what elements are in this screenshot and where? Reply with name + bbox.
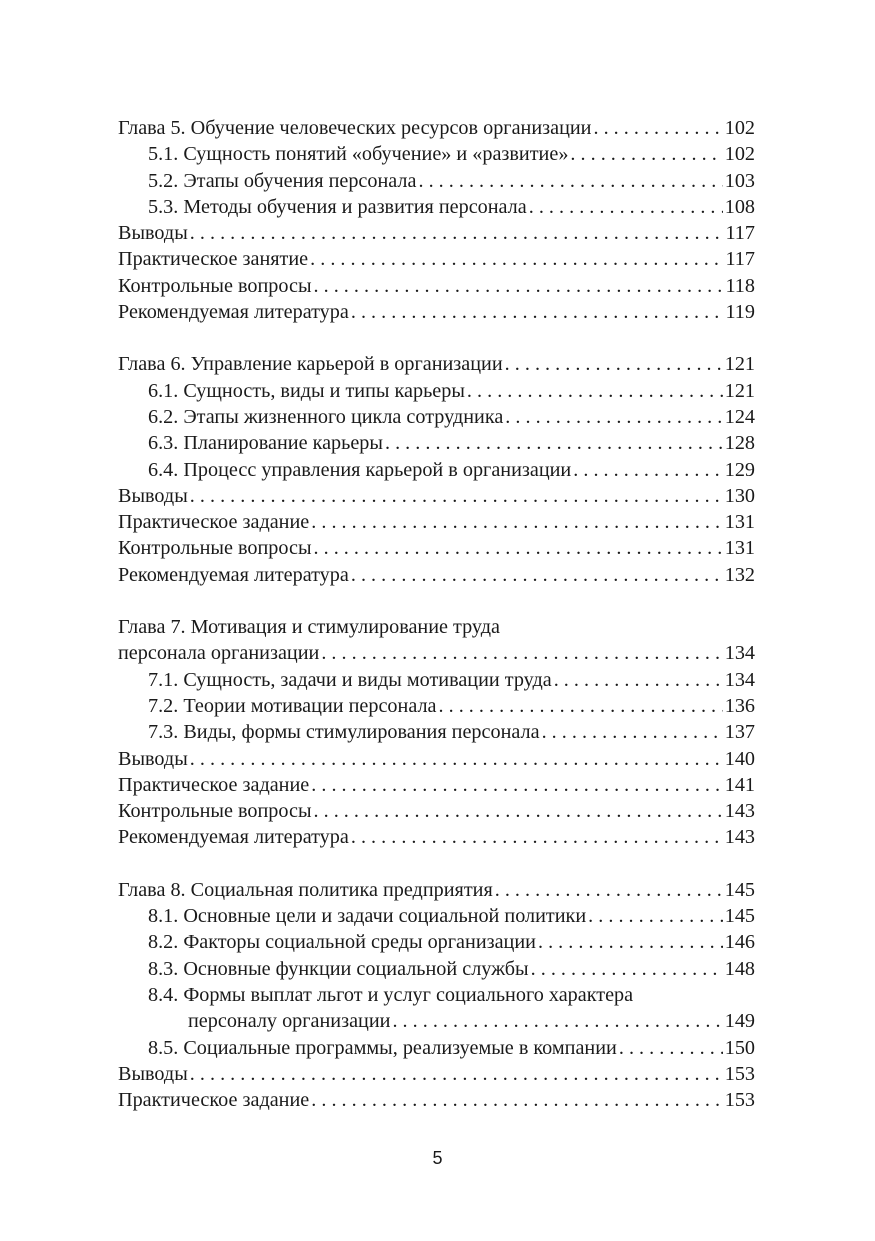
toc-entry-7-1	[118, 667, 755, 693]
toc-entry-page: 143	[724, 800, 755, 823]
dot-leader	[351, 824, 723, 850]
dot-leader	[311, 772, 722, 798]
toc-entry-title: Глава 8. Социальная политика предприятия	[118, 878, 493, 901]
toc-entry-page: 153	[724, 1062, 755, 1085]
toc-entry-8-4	[118, 1008, 755, 1034]
toc-entry-title: Глава 6. Управление карьерой в организации	[118, 353, 503, 376]
toc-entry-page: 131	[724, 511, 755, 534]
toc-entry-title: Рекомендуемая литература	[118, 826, 349, 849]
toc-entry-6-4	[118, 457, 755, 483]
dot-leader	[554, 667, 723, 693]
dot-leader	[310, 246, 723, 272]
chapter-5-section	[118, 115, 755, 325]
dot-leader	[314, 273, 724, 299]
toc-entry-title: 8.1. Основные цели и задачи социальной политики	[148, 905, 587, 928]
toc-entry-title: 6.2. Этапы жизненного цикла сотрудника	[148, 405, 504, 428]
toc-entry-title: Практическое занятие	[118, 248, 309, 271]
dot-leader	[495, 877, 723, 903]
toc-entry-8-1	[118, 903, 755, 929]
dot-leader	[505, 404, 722, 430]
toc-entry-control-questions	[118, 798, 755, 824]
toc-entry-title: Глава 7. Мотивация и стимулирование труда	[118, 616, 500, 639]
dot-leader	[351, 562, 723, 588]
toc-entry-literature	[118, 299, 755, 325]
dot-leader	[570, 141, 722, 167]
toc-entry-title: 5.3. Методы обучения и развития персонала	[148, 195, 527, 218]
toc-entry-title: 6.3. Планирование карьеры	[148, 432, 383, 455]
toc-entry-6-3	[118, 430, 755, 456]
toc-entry-page: 132	[724, 563, 755, 586]
toc-entry-page: 103	[724, 169, 755, 192]
chapter-6-section	[118, 351, 755, 588]
dot-leader	[418, 168, 722, 194]
toc-entry-conclusions	[118, 220, 755, 246]
dot-leader	[190, 483, 723, 509]
toc-entry-title: 5.2. Этапы обучения персонала	[148, 169, 417, 192]
toc-entry-page: 128	[724, 432, 755, 455]
toc-entry-page: 145	[724, 905, 755, 928]
toc-entry-page: 131	[724, 537, 755, 560]
toc-entry-control-questions	[118, 535, 755, 561]
toc-entry-page: 119	[725, 301, 755, 324]
toc-entry-page: 143	[724, 826, 755, 849]
toc-entry-page: 102	[724, 143, 755, 166]
toc-entry-page: 136	[724, 694, 755, 717]
dot-leader	[311, 1087, 722, 1113]
dot-leader	[467, 378, 723, 404]
toc-entry-5-3	[118, 194, 755, 220]
toc-entry-chapter-7-line1	[118, 614, 755, 640]
toc-entry-title: Выводы	[118, 747, 188, 770]
toc-entry-title: персоналу организации	[188, 1010, 391, 1033]
toc-entry-page: 130	[724, 484, 755, 507]
toc-entry-page: 137	[724, 721, 755, 744]
dot-leader	[190, 746, 723, 772]
toc-entry-page: 102	[724, 117, 755, 139]
toc-entry-page: 146	[724, 931, 755, 954]
table-of-contents	[118, 115, 755, 1139]
toc-entry-title: 7.1. Сущность, задачи и виды мотивации труда	[148, 668, 552, 691]
dot-leader	[538, 929, 723, 955]
toc-entry-page: 129	[724, 458, 755, 481]
toc-entry-6-1	[118, 378, 755, 404]
toc-entry-5-2	[118, 168, 755, 194]
toc-entry-page: 140	[724, 747, 755, 770]
toc-entry-title: персонала организации	[118, 642, 320, 665]
toc-entry-8-2	[118, 929, 755, 955]
toc-entry-page: 153	[724, 1089, 755, 1112]
toc-entry-title: Практическое задание	[118, 773, 310, 796]
toc-entry-conclusions	[118, 1061, 755, 1087]
toc-entry-chapter-8	[118, 877, 755, 903]
toc-entry-8-5	[118, 1035, 755, 1061]
toc-entry-page: 117	[725, 248, 755, 271]
toc-entry-page: 108	[724, 195, 755, 218]
toc-entry-title: Выводы	[118, 222, 188, 245]
toc-entry-page: 134	[724, 668, 755, 691]
toc-entry-title: Глава 5. Обучение человеческих ресурсов организации	[118, 117, 592, 139]
toc-entry-title: 6.4. Процесс управления карьерой в организации	[148, 458, 572, 481]
dot-leader	[321, 640, 722, 666]
toc-entry-literature	[118, 562, 755, 588]
toc-entry-page: 124	[724, 405, 755, 428]
toc-entry-chapter-7	[118, 640, 755, 666]
dot-leader	[190, 1061, 723, 1087]
chapter-7-section	[118, 614, 755, 851]
toc-entry-chapter-6	[118, 351, 755, 377]
toc-entry-title: 7.3. Виды, формы стимулирования персонала	[148, 721, 540, 744]
toc-entry-title: Контрольные вопросы	[118, 537, 312, 560]
toc-entry-title: Контрольные вопросы	[118, 274, 312, 297]
toc-entry-page: 145	[724, 878, 755, 901]
toc-entry-conclusions	[118, 746, 755, 772]
toc-entry-title: Практическое задание	[118, 511, 310, 534]
toc-entry-8-3	[118, 956, 755, 982]
dot-leader	[311, 509, 722, 535]
toc-entry-title: 5.1. Сущность понятий «обучение» и «развитие»	[148, 143, 569, 166]
dot-leader	[190, 220, 724, 246]
dot-leader	[542, 719, 723, 745]
toc-entry-title: Контрольные вопросы	[118, 800, 312, 823]
toc-entry-title: Выводы	[118, 484, 188, 507]
toc-entry-title: 8.4. Формы выплат льгот и услуг социального характера	[148, 983, 634, 1006]
toc-entry-chapter-5	[118, 115, 755, 141]
dot-leader	[619, 1035, 723, 1061]
toc-entry-practice	[118, 772, 755, 798]
toc-entry-practice	[118, 246, 755, 272]
dot-leader	[588, 903, 723, 929]
dot-leader	[351, 299, 724, 325]
toc-entry-control-questions	[118, 273, 755, 299]
toc-entry-page: 149	[724, 1010, 755, 1033]
toc-entry-page: 121	[724, 353, 755, 376]
dot-leader	[314, 798, 723, 824]
toc-entry-page: 117	[725, 222, 755, 245]
page-number: 5	[432, 1148, 443, 1168]
dot-leader	[593, 115, 722, 141]
toc-entry-5-1	[118, 141, 755, 167]
dot-leader	[531, 956, 723, 982]
toc-entry-page: 150	[724, 1036, 755, 1059]
chapter-8-section	[118, 877, 755, 1114]
toc-entry-6-2	[118, 404, 755, 430]
toc-entry-practice	[118, 1087, 755, 1113]
toc-entry-conclusions	[118, 483, 755, 509]
toc-entry-page: 148	[724, 957, 755, 980]
dot-leader	[385, 430, 723, 456]
toc-entry-title: 8.5. Социальные программы, реализуемые в компании	[148, 1036, 617, 1059]
toc-entry-title: 8.3. Основные функции социальной службы	[148, 957, 529, 980]
toc-entry-page: 141	[724, 773, 755, 796]
toc-entry-title: 6.1. Сущность, виды и типы карьеры	[148, 379, 465, 402]
toc-entry-title: Рекомендуемая литература	[118, 301, 349, 324]
dot-leader	[529, 194, 723, 220]
dot-leader	[573, 457, 722, 483]
toc-entry-title: 8.2. Факторы социальной среды организации	[148, 931, 536, 954]
toc-entry-page: 118	[725, 274, 755, 297]
dot-leader	[392, 1008, 722, 1034]
toc-entry-practice	[118, 509, 755, 535]
toc-entry-8-4-line1	[118, 982, 755, 1008]
dot-leader	[439, 693, 723, 719]
toc-entry-literature	[118, 824, 755, 850]
toc-entry-title: Практическое задание	[118, 1089, 310, 1112]
dot-leader	[314, 535, 723, 561]
dot-leader	[505, 351, 723, 377]
toc-entry-title: Выводы	[118, 1062, 188, 1085]
toc-entry-7-2	[118, 693, 755, 719]
toc-entry-7-3	[118, 719, 755, 745]
toc-entry-title: Рекомендуемая литература	[118, 563, 349, 586]
toc-entry-title: 7.2. Теории мотивации персонала	[148, 694, 437, 717]
toc-entry-page: 121	[724, 379, 755, 402]
toc-entry-page: 134	[724, 642, 755, 665]
